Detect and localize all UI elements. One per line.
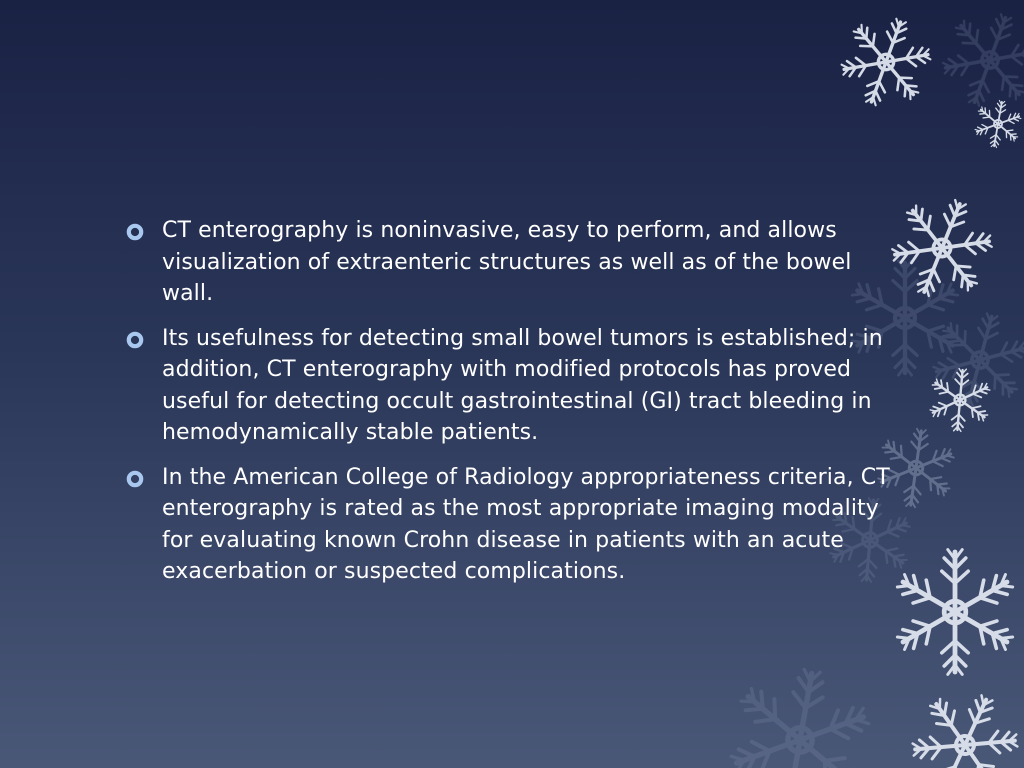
- bullet-item-1: [126, 215, 896, 310]
- ring-bullet-icon: [126, 223, 144, 241]
- bullet-item-3: [126, 462, 896, 588]
- bullet-text: CT enterography is noninvasive, easy to perform, and allows visualization of extraenteric structures as well as of the bowel wall.: [162, 218, 852, 306]
- ring-bullet-icon: [126, 470, 144, 488]
- ring-bullet-icon: [126, 331, 144, 349]
- bullet-text: In the American College of Radiology appropriateness criteria, CT enterography is rated as the most appropriate imaging modality for evaluating known Crohn disease in patients with an acute exacerbation or suspected complications.: [162, 464, 890, 584]
- bullet-list: [126, 215, 896, 601]
- bullet-text: Its usefulness for detecting small bowel tumors is established; in addition, CT enterography with modified protocols has proved useful for detecting occult gastrointestinal (GI) tract bleeding in hemodynamically stable patients.: [162, 325, 883, 445]
- bullet-item-2: [126, 323, 896, 449]
